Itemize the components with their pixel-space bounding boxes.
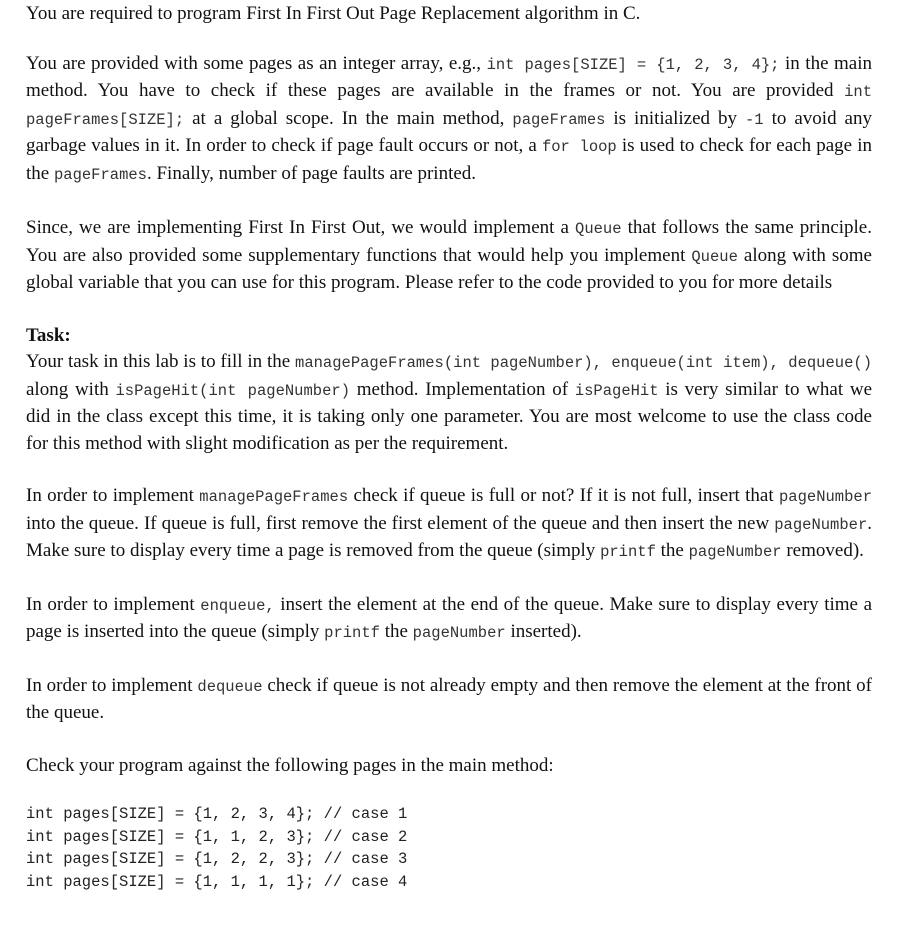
inline-code: for loop xyxy=(541,138,617,156)
inline-code: pageNumber xyxy=(688,543,782,561)
assignment-title: You are required to program First In First Out Page Replacement algorithm in C. xyxy=(26,3,641,24)
inline-code: dequeue xyxy=(197,677,263,696)
inline-code: int pageFrames[SIZE]; xyxy=(26,83,872,129)
inline-code: int pages[SIZE] = {1, 2, 3, 4}; xyxy=(486,55,780,74)
intro-paragraph: You are provided with some pages as an integer array, e.g., int pages[SIZE] = {1, 2, 3, 4}; in the main method. You have to check if these pages are available in the frames or not. You are provided int pageFrames[SIZE]; at a global scope. In the main method, pageFrames is initialized by -1 to avoid any garbage values in it. In order to check if page fault occurs or not, a for loop is used to check for each page in the pageFrames. Finally, number of page faults are printed. xyxy=(26,52,872,184)
inline-code: enqueue, xyxy=(200,596,275,615)
inline-code: isPageHit xyxy=(574,381,659,400)
task-heading: Task: xyxy=(26,324,71,346)
task-paragraph: Your task in this lab is to fill in the managePageFrames(int pageNumber), enqueue(int item), dequeue() along with isPageHit(int pageNumber) method. Implementation of isPageHit is very similar to what we did in the class except this time, it is taking only one parameter. You are most welcome to use the class code for this method with slight modification as per the requirement. xyxy=(26,351,872,454)
code-line-case-3: int pages[SIZE] = {1, 2, 2, 3}; // case 3 xyxy=(26,850,408,868)
inline-code: managePageFrames xyxy=(199,488,349,506)
inline-code: -1 xyxy=(745,110,764,129)
code-line-case-4: int pages[SIZE] = {1, 1, 1, 1}; // case 4 xyxy=(26,872,408,891)
inline-code: printf xyxy=(600,543,656,561)
inline-code: pageNumber xyxy=(412,624,506,642)
inline-code: pageNumber xyxy=(774,515,868,534)
queue-paragraph: Since, we are implementing First In First Out, we would implement a Queue that follows the same principle. You are also provided some supplementary functions that would help you implement Queue along with some global variable that you can use for this program. Please refer to the code provided to you for more details xyxy=(26,217,872,293)
inline-code: pageFrames xyxy=(512,110,606,129)
inline-code: pageFrames xyxy=(53,165,147,184)
inline-code: Queue xyxy=(691,247,738,266)
dequeue-paragraph: In order to implement dequeue check if queue is not already empty and then remove the element at the front of the queue. xyxy=(26,674,872,723)
test-cases-code-block xyxy=(26,803,872,893)
inline-code: pageNumber xyxy=(778,488,872,506)
inline-code: managePageFrames(int pageNumber), enqueue(int item), dequeue() xyxy=(295,354,872,372)
code-line-case-2: int pages[SIZE] = {1, 1, 2, 3}; // case 2 xyxy=(26,827,408,846)
enqueue-paragraph: In order to implement enqueue, insert the element at the end of the queue. Make sure to display every time a page is inserted into the queue (simply printf the pageNumber inserted). xyxy=(26,593,872,642)
inline-code: printf xyxy=(324,624,380,642)
manage-frames-paragraph: In order to implement managePageFrames check if queue is full or not? If it is not full, insert that pageNumber into the queue. If queue is full, first remove the first element of the queue and then insert the new pageNumber. Make sure to display every time a page is removed from the queue (simply printf the pageNumber removed). xyxy=(26,485,872,561)
inline-code: isPageHit(int pageNumber) xyxy=(115,381,350,400)
document-page xyxy=(26,0,872,893)
code-line-case-1: int pages[SIZE] = {1, 2, 3, 4}; // case 1 xyxy=(26,805,408,823)
inline-code: Queue xyxy=(575,220,622,238)
check-paragraph: Check your program against the following pages in the main method: xyxy=(26,754,554,776)
